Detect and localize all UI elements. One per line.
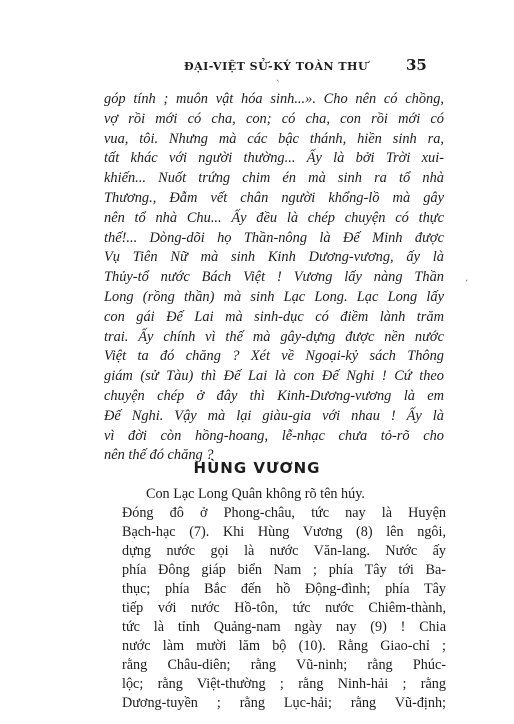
- text-line: Vụ Tiên Nữ mà sinh Kinh Dương-vương, ấy là: [104, 249, 444, 266]
- section-heading: HÙNG VƯƠNG: [193, 459, 321, 477]
- text-line: Thương., Đẫm vết chân người khổng-lồ mà gây: [104, 189, 444, 206]
- print-speck: ˋ: [276, 80, 281, 90]
- text-line: khiến... Nuốt trứng chim én mà sinh ra tổ nhà: [104, 170, 444, 187]
- text-line: phía Đông giáp biển Nam ; phía Tây tới Ba-: [122, 562, 446, 578]
- text-line: tiếp với nước Hồ-tôn, tức nước Chiêm-thành,: [122, 600, 446, 616]
- text-line: thục; phía Bắc đến hồ Động-đình; phía Tây: [122, 581, 446, 597]
- text-line: thế!... Dòng-dõi họ Thần-nông là Đế Minh được: [104, 229, 444, 246]
- text-line: tất khác với người thường... Ấy là bởi Trời xui-: [104, 150, 444, 167]
- text-line: lộc; rằng Việt-thường ; rằng Ninh-hải ; rằng: [122, 676, 446, 692]
- text-line: tức là tỉnh Quảng-nam ngày nay (9) ! Chia: [122, 619, 446, 635]
- text-line: nước làm mười lăm bộ (10). Rằng Giao-chỉ ;: [122, 638, 446, 654]
- text-line: nên thế đó chăng ?: [104, 447, 214, 464]
- text-line: con gái Đế Lai mà sinh-dục có điềm lành trăm: [104, 308, 444, 325]
- text-line: Dương-tuyền ; rằng Lục-hải; rằng Vũ-định;: [122, 695, 446, 711]
- text-line: góp tính ; muôn vật hóa sinh...». Cho nên có chồng,: [104, 91, 444, 107]
- page-number: 35: [406, 56, 427, 74]
- text-line: trai. Ấy chính vì thế mà gây-dựng được nền nước: [104, 328, 444, 345]
- text-line: chuyện chép ở đây thì Kinh-Dương-vương là em: [104, 387, 444, 404]
- text-line: rằng Châu-diên; rằng Vũ-ninh; rằng Phúc-: [122, 657, 446, 673]
- text-line: Đế Nghi. Vậy mà lại giàu-gia với nhau ! Ấy là: [104, 407, 444, 424]
- text-line: Long (rồng thần) mà sinh Lạc Long. Lạc Long lấy: [104, 288, 444, 305]
- text-line: Thủy-tổ nước Bách Việt ! Vương lấy nàng Thần: [104, 269, 444, 286]
- text-line: dựng nước gọi là nước Văn-lang. Nước ấy: [122, 543, 446, 559]
- text-line: Bạch-hạc (7). Khi Hùng Vương (8) lên ngôi,: [122, 524, 446, 540]
- text-line: Đóng đô ở Phong-châu, tức nay là Huyện: [122, 505, 446, 521]
- print-speck: ˊ: [464, 280, 469, 290]
- text-line: Con Lạc Long Quân không rõ tên húy.: [146, 486, 365, 502]
- italic-commentary-passage: [104, 90, 444, 466]
- text-line: vợ rồi mới có cha, con; có cha, con rồi mới có: [104, 110, 444, 127]
- text-line: vì đời còn hồng-hoang, lễ-nhạc chưa tỏ-rõ cho: [104, 427, 444, 444]
- text-line: nên tổ nhà Chu... Ấy đều là chép chuyện có thực: [104, 209, 444, 226]
- text-line: vua, tôi. Nhưng mà các bậc thánh, hiền sinh ra,: [104, 130, 444, 147]
- text-line: Việt ta đó chăng ? Xét về Ngoại-kỷ sách Thông: [104, 348, 444, 365]
- body-passage: [122, 485, 446, 713]
- running-title: ĐẠI-VIỆT SỬ-KÝ TOÀN THƯ: [184, 60, 369, 73]
- text-line: giám (sử Tàu) thì Đế Lai là con Đế Nghi ! Cứ theo: [104, 368, 444, 385]
